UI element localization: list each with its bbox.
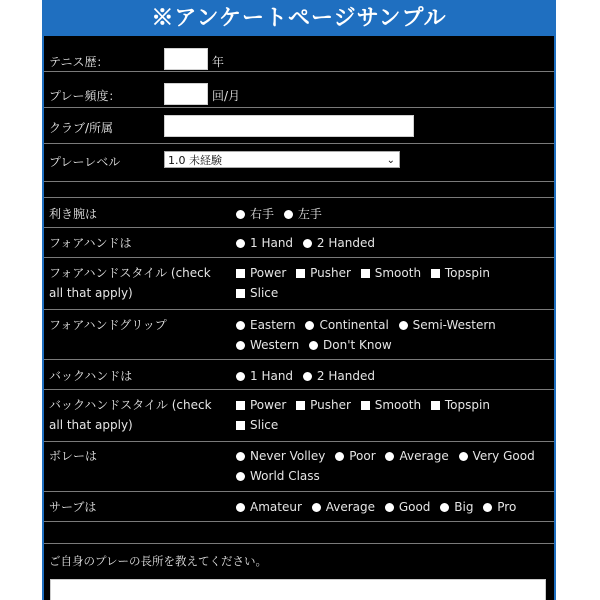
- level-selected-value: 1.0 未経験: [168, 154, 222, 167]
- radio-icon[interactable]: [305, 321, 314, 330]
- volley-option[interactable]: Very Good: [459, 446, 535, 466]
- backhand-option[interactable]: 2 Handed: [303, 366, 375, 386]
- dominant-option[interactable]: 左手: [284, 204, 322, 224]
- backhand-style-option[interactable]: Smooth: [361, 395, 421, 415]
- dominant-option[interactable]: 右手: [236, 204, 274, 224]
- play-frequency-input[interactable]: [164, 83, 208, 105]
- radio-icon[interactable]: [303, 239, 312, 248]
- play-frequency-unit: 回/月: [212, 89, 241, 103]
- forehand-style-label: フォアハンドスタイル (check all that apply): [49, 266, 211, 300]
- radio-icon[interactable]: [236, 321, 245, 330]
- radio-icon[interactable]: [236, 503, 245, 512]
- backhand-label: バックハンドは: [49, 369, 133, 383]
- radio-icon[interactable]: [236, 372, 245, 381]
- checkbox-icon[interactable]: [296, 401, 305, 410]
- checkbox-icon[interactable]: [236, 269, 245, 278]
- radio-icon[interactable]: [385, 503, 394, 512]
- volley-option[interactable]: Never Volley: [236, 446, 325, 466]
- play-frequency-label: プレー頻度：: [49, 89, 121, 103]
- radio-icon[interactable]: [284, 210, 293, 219]
- tennis-years-unit: 年: [212, 55, 225, 69]
- radio-icon[interactable]: [459, 452, 468, 461]
- row-backhand: [44, 360, 554, 390]
- checkbox-icon[interactable]: [236, 401, 245, 410]
- row-volley: [44, 442, 554, 492]
- dominant-hand-label: 利き腕は: [49, 207, 98, 221]
- forehand-style-options: [236, 263, 548, 303]
- radio-icon[interactable]: [236, 210, 245, 219]
- forehand-style-option[interactable]: Topspin: [431, 263, 490, 283]
- dominant-hand-options: [236, 204, 548, 224]
- backhand-style-label: バックハンドスタイル (check all that apply): [49, 398, 212, 432]
- volley-options: [236, 446, 548, 486]
- row-dominant-hand: [44, 198, 554, 228]
- radio-icon[interactable]: [309, 341, 318, 350]
- volley-option[interactable]: World Class: [236, 466, 320, 486]
- row-play-frequency: [44, 72, 554, 108]
- forehand-option[interactable]: 1 Hand: [236, 233, 293, 253]
- forehand-grip-option[interactable]: Continental: [305, 315, 388, 335]
- row-forehand: [44, 228, 554, 258]
- forehand-grip-option[interactable]: Western: [236, 335, 299, 355]
- checkbox-icon[interactable]: [361, 401, 370, 410]
- row-backhand-style: [44, 390, 554, 442]
- volley-option[interactable]: Average: [385, 446, 448, 466]
- forehand-grip-options: [236, 315, 548, 355]
- row-forehand-grip: [44, 310, 554, 360]
- checkbox-icon[interactable]: [296, 269, 305, 278]
- backhand-style-option[interactable]: Pusher: [296, 395, 351, 415]
- forehand-style-option[interactable]: Pusher: [296, 263, 351, 283]
- serve-option[interactable]: Pro: [483, 497, 516, 517]
- forehand-style-option[interactable]: Power: [236, 263, 286, 283]
- forehand-grip-option[interactable]: Semi-Western: [399, 315, 496, 335]
- backhand-options: [236, 366, 548, 386]
- strengths-prompt: ご自身のプレーの長所を教えてください。: [49, 554, 268, 568]
- forehand-style-option[interactable]: Slice: [236, 283, 278, 303]
- checkbox-icon[interactable]: [431, 269, 440, 278]
- checkbox-icon[interactable]: [236, 289, 245, 298]
- backhand-option[interactable]: 1 Hand: [236, 366, 293, 386]
- level-label: プレーレベル: [49, 155, 121, 169]
- forehand-grip-label: フォアハンドグリップ: [49, 318, 167, 332]
- row-level: [44, 144, 554, 182]
- row-spacer: [44, 522, 554, 544]
- volley-label: ボレーは: [49, 449, 98, 463]
- forehand-style-option[interactable]: Smooth: [361, 263, 421, 283]
- radio-icon[interactable]: [335, 452, 344, 461]
- radio-icon[interactable]: [236, 239, 245, 248]
- backhand-style-option[interactable]: Topspin: [431, 395, 490, 415]
- chevron-down-icon: ⌄: [386, 155, 395, 166]
- forehand-grip-option[interactable]: Eastern: [236, 315, 296, 335]
- radio-icon[interactable]: [236, 341, 245, 350]
- club-input[interactable]: [164, 115, 414, 137]
- forehand-option[interactable]: 2 Handed: [303, 233, 375, 253]
- backhand-style-option[interactable]: Slice: [236, 415, 278, 435]
- backhand-style-option[interactable]: Power: [236, 395, 286, 415]
- survey-frame: [42, 0, 556, 600]
- checkbox-icon[interactable]: [236, 421, 245, 430]
- radio-icon[interactable]: [312, 503, 321, 512]
- tennis-years-label: テニス歴：: [49, 55, 109, 69]
- backhand-style-options: [236, 395, 548, 435]
- radio-icon[interactable]: [483, 503, 492, 512]
- radio-icon[interactable]: [399, 321, 408, 330]
- row-forehand-style: [44, 258, 554, 310]
- tennis-years-input[interactable]: [164, 48, 208, 70]
- serve-option[interactable]: Amateur: [236, 497, 302, 517]
- row-spacer: [44, 182, 554, 198]
- row-club: [44, 108, 554, 144]
- radio-icon[interactable]: [236, 472, 245, 481]
- volley-option[interactable]: Poor: [335, 446, 375, 466]
- serve-label: サーブは: [49, 500, 97, 514]
- forehand-label: フォアハンドは: [49, 236, 132, 250]
- strengths-textarea[interactable]: [50, 579, 546, 600]
- checkbox-icon[interactable]: [361, 269, 370, 278]
- radio-icon[interactable]: [303, 372, 312, 381]
- page-title: ※アンケートページサンプル: [151, 5, 447, 31]
- survey-form: [44, 36, 554, 600]
- serve-options: [236, 497, 548, 517]
- serve-option[interactable]: Good: [385, 497, 431, 517]
- serve-option[interactable]: Big: [440, 497, 473, 517]
- serve-option[interactable]: Average: [312, 497, 375, 517]
- radio-icon[interactable]: [440, 503, 449, 512]
- row-serve: [44, 492, 554, 522]
- forehand-grip-option[interactable]: Don't Know: [309, 335, 392, 355]
- checkbox-icon[interactable]: [431, 401, 440, 410]
- row-tennis-years: [44, 36, 554, 72]
- radio-icon[interactable]: [385, 452, 394, 461]
- forehand-options: [236, 233, 548, 253]
- radio-icon[interactable]: [236, 452, 245, 461]
- club-label: クラブ/所属: [49, 121, 114, 135]
